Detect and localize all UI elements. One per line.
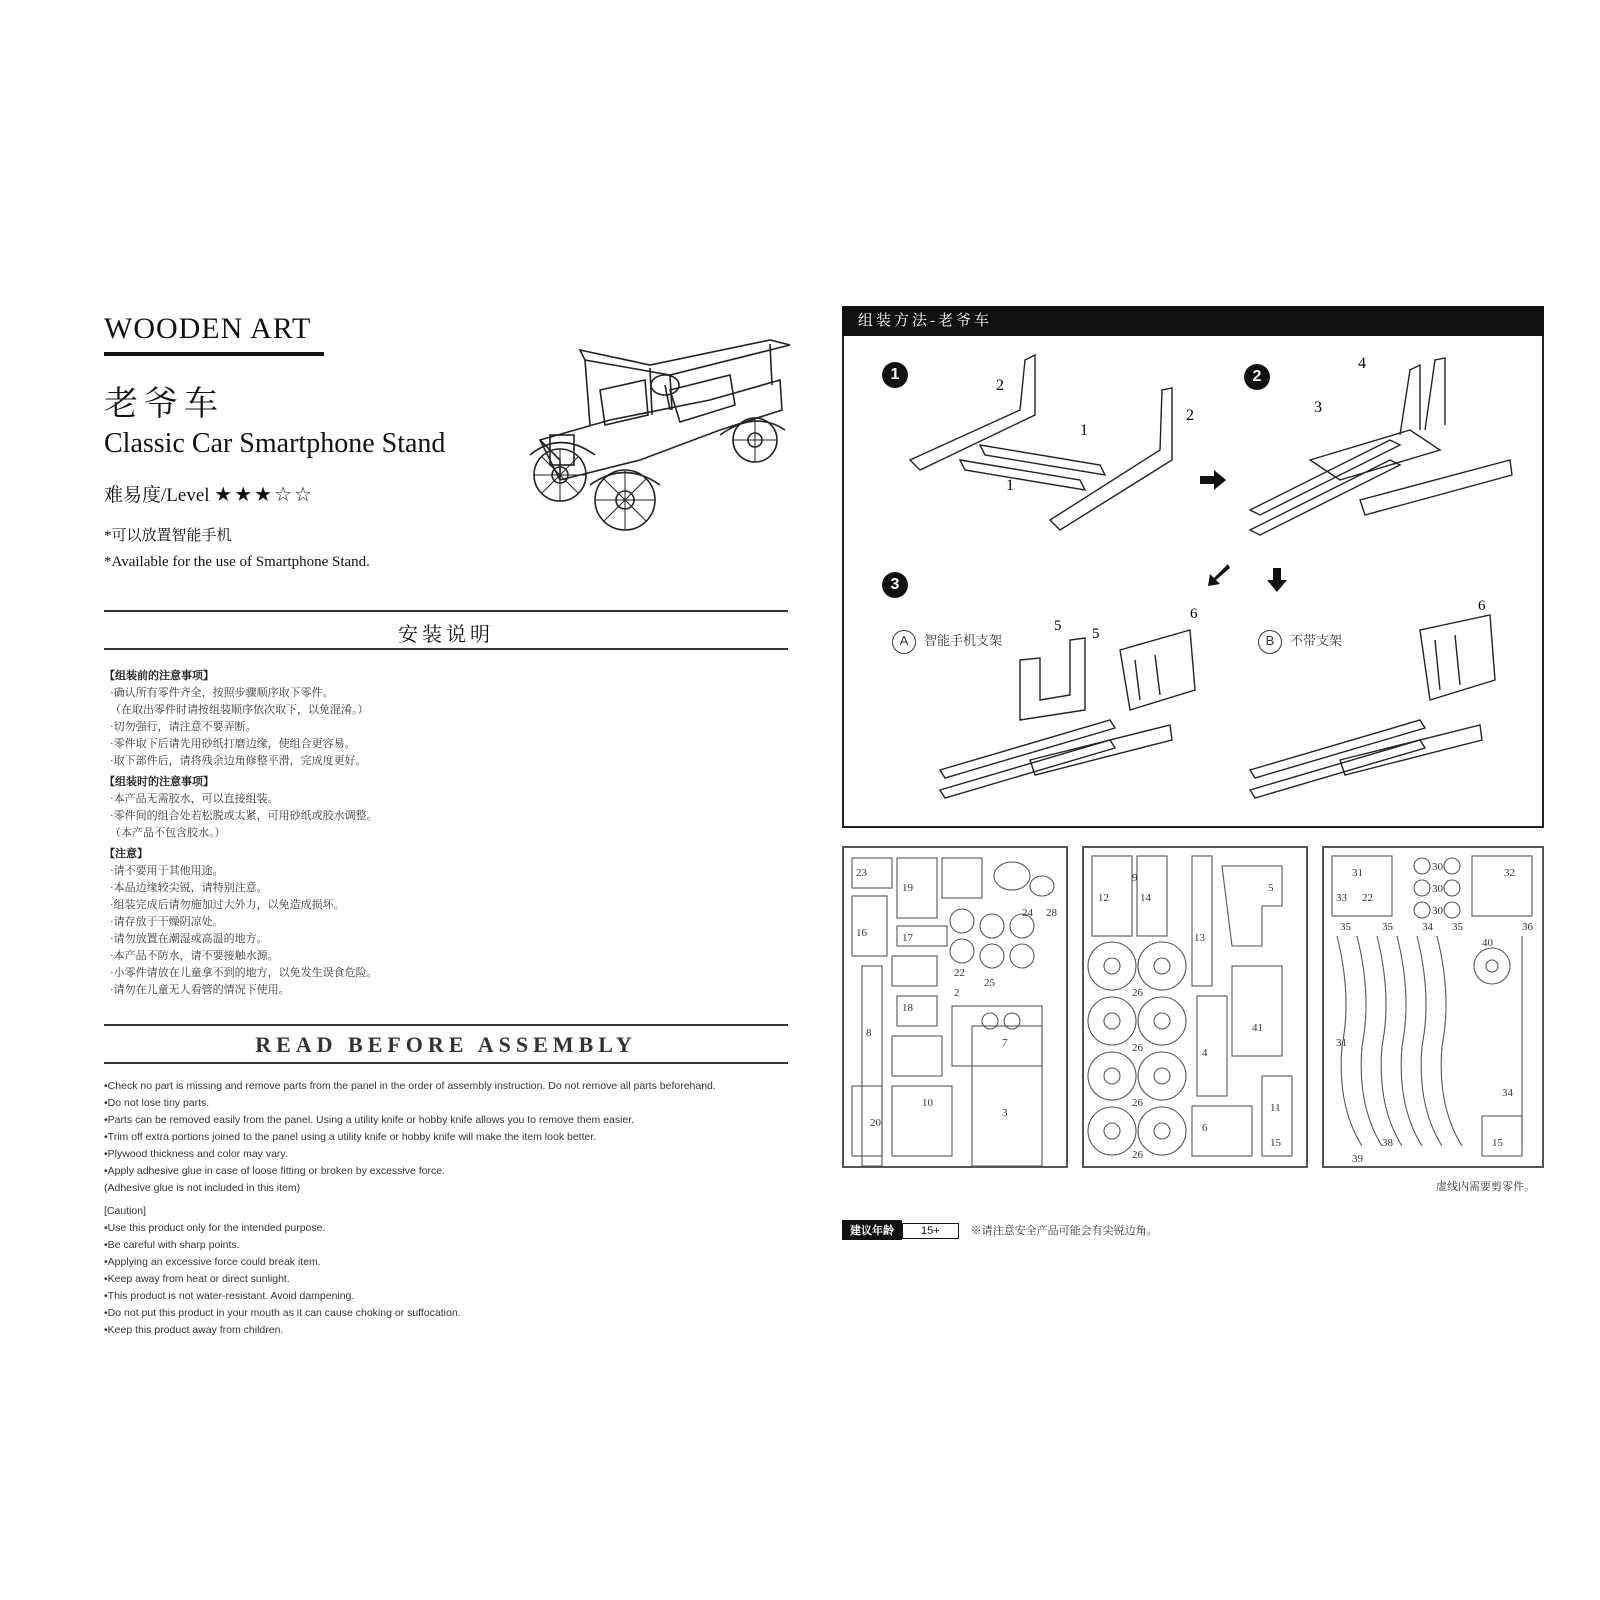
panel2-label-1: 9 xyxy=(1132,872,1138,884)
panel3-label-10: 34 xyxy=(1422,921,1433,933)
panel1-label-3: 16 xyxy=(856,927,867,939)
panel2-label-10: 4 xyxy=(1202,1047,1208,1059)
option-b-badge: B xyxy=(1258,630,1282,654)
step-3a-drawing xyxy=(930,600,1230,810)
panel1-label-13: 8 xyxy=(866,1027,872,1039)
panel3-label-12: 40 xyxy=(1482,937,1493,949)
caution-item: •Keep this product away from children. xyxy=(104,1324,284,1336)
section-cn-bottom-rule xyxy=(104,648,788,650)
age-value: 15+ xyxy=(902,1223,959,1239)
classic-car-illustration xyxy=(520,330,800,540)
option-a-text: 智能手机支架 xyxy=(924,633,1003,648)
step-1-drawing xyxy=(900,350,1200,550)
cn-list-item: （在取出零件时请按组装顺序依次取下，以免混淆。） xyxy=(110,704,369,716)
cn-list-item: ·请勿在儿童无人看管的情况下使用。 xyxy=(110,984,290,996)
panel3-label-16: 39 xyxy=(1352,1153,1363,1165)
cn-list-item: ·本产品不防水，请不要接触水源。 xyxy=(110,950,279,962)
cn-list-item: ·取下部件后，请将残余边角修整平滑，完成度更好。 xyxy=(110,755,367,767)
panel3-label-5: 33 xyxy=(1336,892,1347,904)
caution-item: •Keep away from heat or direct sunlight. xyxy=(104,1273,290,1285)
step-3-badge: 3 xyxy=(882,572,908,598)
panel2-label-8: 26 xyxy=(1132,1097,1143,1109)
arrow-down-left-icon xyxy=(1206,562,1232,588)
panel1-label-1: 23 xyxy=(856,867,867,879)
cn-list-item: ·请不要用于其他用途。 xyxy=(110,865,224,877)
panel3-label-7: 35 xyxy=(1340,921,1351,933)
panel1-label-10: 24 xyxy=(1022,907,1033,919)
section-en-title: READ BEFORE ASSEMBLY xyxy=(255,1032,637,1057)
panel1-label-9: 20 xyxy=(870,1117,881,1129)
cn-list-item: ·零件取下后请先用砂纸打磨边缘，使组合更容易。 xyxy=(110,738,356,750)
cn-list-item: ·请存放于干燥阴凉处。 xyxy=(110,916,224,928)
difficulty-level xyxy=(104,480,314,507)
option-b-text: 不带支架 xyxy=(1290,633,1343,648)
panel3-label-3: 30 xyxy=(1432,883,1443,895)
panel3-label-1: 31 xyxy=(1352,867,1363,879)
en-list-item: •Apply adhesive glue in case of loose fitting or broken by excessive force. xyxy=(104,1165,446,1177)
en-list-item: •Parts can be removed easily from the panel. Using a utility knife or hobby knife allows you to remove them easier. xyxy=(104,1114,635,1126)
panel1-label-7: 7 xyxy=(1002,1037,1008,1049)
panel1-label-5: 18 xyxy=(902,1002,913,1014)
step-1-label-b: 1 xyxy=(1080,422,1088,439)
option-a-badge: A xyxy=(892,630,916,654)
note-cn: *可以放置智能手机 xyxy=(104,528,232,544)
step-1-label-a: 2 xyxy=(996,377,1004,394)
brand-underline xyxy=(104,352,324,356)
step-3a-label-a: 5 xyxy=(1054,618,1062,634)
parts-panel-2-drawing xyxy=(1082,846,1308,1168)
level-label: 难易度/Level xyxy=(104,485,210,506)
parts-panel-1-drawing xyxy=(842,846,1068,1168)
en-instructions xyxy=(104,1078,804,1339)
cn-section-heading: 【注意】 xyxy=(104,848,148,860)
assembly-steps-header: 组装方法-老爷车 xyxy=(842,306,1544,336)
caution-heading: [Caution] xyxy=(104,1205,147,1217)
caution-item: •Applying an excessive force could break item. xyxy=(104,1256,321,1268)
panel1-label-12: 10 xyxy=(922,1097,933,1109)
section-en-top-rule xyxy=(104,1024,788,1026)
arrow-right-icon xyxy=(1198,468,1228,492)
parts-panel-3-drawing xyxy=(1322,846,1544,1168)
note-en: *Available for the use of Smartphone Stand. xyxy=(104,554,370,570)
dashed-area-note: 虚线内需要剪零件。 xyxy=(1436,1181,1535,1193)
cn-list-item: ·请勿放置在潮湿或高温的地方。 xyxy=(110,933,268,945)
level-stars: ★★★☆☆ xyxy=(214,484,314,506)
section-en-bottom-rule xyxy=(104,1062,788,1064)
panel1-label-15: 2 xyxy=(954,987,960,999)
panel2-label-7: 26 xyxy=(1132,1042,1143,1054)
panel1-label-4: 17 xyxy=(902,932,913,944)
panel1-label-8: 3 xyxy=(1002,1107,1008,1119)
step-1-badge: 1 xyxy=(882,362,908,388)
step-2-label-b: 3 xyxy=(1314,399,1322,416)
panel2-label-3: 14 xyxy=(1140,892,1151,904)
panel3-label-2: 30 xyxy=(1432,861,1443,873)
arrow-down-icon xyxy=(1266,566,1288,594)
step-3b-label-a: 6 xyxy=(1478,600,1486,614)
step-3a-label-c: 6 xyxy=(1190,606,1198,622)
panel3-label-8: 35 xyxy=(1382,921,1393,933)
age-note: ※请注意安全产品可能会有尖锐边角。 xyxy=(970,1225,1158,1237)
panel2-label-9: 26 xyxy=(1132,1149,1143,1161)
section-cn-top-rule xyxy=(104,610,788,612)
panel2-label-13: 6 xyxy=(1202,1122,1208,1134)
cn-list-item: ·确认所有零件齐全，按照步骤顺序取下零件。 xyxy=(110,687,334,699)
product-title-en: Classic Car Smartphone Stand xyxy=(104,428,446,459)
panel3-label-15: 32 xyxy=(1504,867,1515,879)
cn-section-heading: 【组装时的注意事项】 xyxy=(104,776,214,788)
en-list-item: •Trim off extra portions joined to the panel using a utility knife or hobby knife will make the item look better. xyxy=(104,1131,597,1143)
en-list-item: (Adhesive glue is not included in this item) xyxy=(104,1182,301,1194)
panel2-label-4: 13 xyxy=(1194,932,1205,944)
panel3-label-6: 22 xyxy=(1362,892,1373,904)
panel2-label-11: 41 xyxy=(1252,1022,1263,1034)
age-recommendation xyxy=(842,1220,1158,1240)
age-label: 建议年龄 xyxy=(842,1220,902,1240)
step-1-label-d: 2 xyxy=(1186,407,1194,424)
panel1-label-6: 25 xyxy=(984,977,995,989)
step-2-badge: 2 xyxy=(1244,364,1270,390)
caution-item: •This product is not water-resistant. Avoid dampening. xyxy=(104,1290,355,1302)
en-list-item: •Do not lose tiny parts. xyxy=(104,1097,210,1109)
en-list-item: •Plywood thickness and color may vary. xyxy=(104,1148,288,1160)
panel2-label-14: 15 xyxy=(1270,1137,1281,1149)
caution-item: •Be careful with sharp points. xyxy=(104,1239,240,1251)
panel3-label-17: 38 xyxy=(1382,1137,1393,1149)
brand-title: WOODEN ART xyxy=(104,312,312,345)
panel2-label-12: 11 xyxy=(1270,1102,1281,1114)
panel1-label-2: 19 xyxy=(902,882,913,894)
product-title-cn: 老爷车 xyxy=(104,386,224,423)
cn-list-item: ·切勿强行，请注意不要弄断。 xyxy=(110,721,257,733)
section-cn-title: 安装说明 xyxy=(398,624,494,646)
en-list-item: •Check no part is missing and remove parts from the panel in the order of assembly instruction. Do not remove all parts beforehand. xyxy=(104,1080,716,1092)
cn-section-heading: 【组装前的注意事项】 xyxy=(104,670,214,682)
panel3-label-14: 31 xyxy=(1336,1037,1347,1049)
cn-list-item: ·本产品无需胶水，可以直接组装。 xyxy=(110,793,279,805)
panel3-label-18: 15 xyxy=(1492,1137,1503,1149)
step-1-label-c: 1 xyxy=(1006,477,1014,494)
panel3-label-13: 34 xyxy=(1502,1087,1513,1099)
cn-list-item: （本产品不包含胶水。） xyxy=(110,827,226,839)
step-3a-label-b: 5 xyxy=(1092,626,1100,642)
step-2-drawing xyxy=(1240,350,1530,550)
cn-list-item: ·零件间的组合处若松脱或太紧，可用砂纸或胶水调整。 xyxy=(110,810,378,822)
step-3b-drawing xyxy=(1240,600,1530,810)
panel3-label-11: 36 xyxy=(1522,921,1533,933)
caution-item: •Use this product only for the intended purpose. xyxy=(104,1222,326,1234)
cn-list-item: ·小零件请放在儿童拿不到的地方，以免发生误食危险。 xyxy=(110,967,378,979)
panel3-label-9: 35 xyxy=(1452,921,1463,933)
panel2-label-5: 5 xyxy=(1268,882,1274,894)
step-2-label-a: 4 xyxy=(1358,355,1366,372)
cn-instructions xyxy=(104,668,788,1003)
panel1-label-14: 22 xyxy=(954,967,965,979)
cn-list-item: ·本品边缘较尖锐，请特别注意。 xyxy=(110,882,268,894)
panel3-label-4: 30 xyxy=(1432,905,1443,917)
panel2-label-6: 26 xyxy=(1132,987,1143,999)
panel2-label-2: 12 xyxy=(1098,892,1109,904)
caution-item: •Do not put this product in your mouth as it can cause choking or suffocation. xyxy=(104,1307,461,1319)
cn-list-item: ·组装完成后请勿施加过大外力，以免造成损坏。 xyxy=(110,899,345,911)
panel1-label-11: 28 xyxy=(1046,907,1057,919)
